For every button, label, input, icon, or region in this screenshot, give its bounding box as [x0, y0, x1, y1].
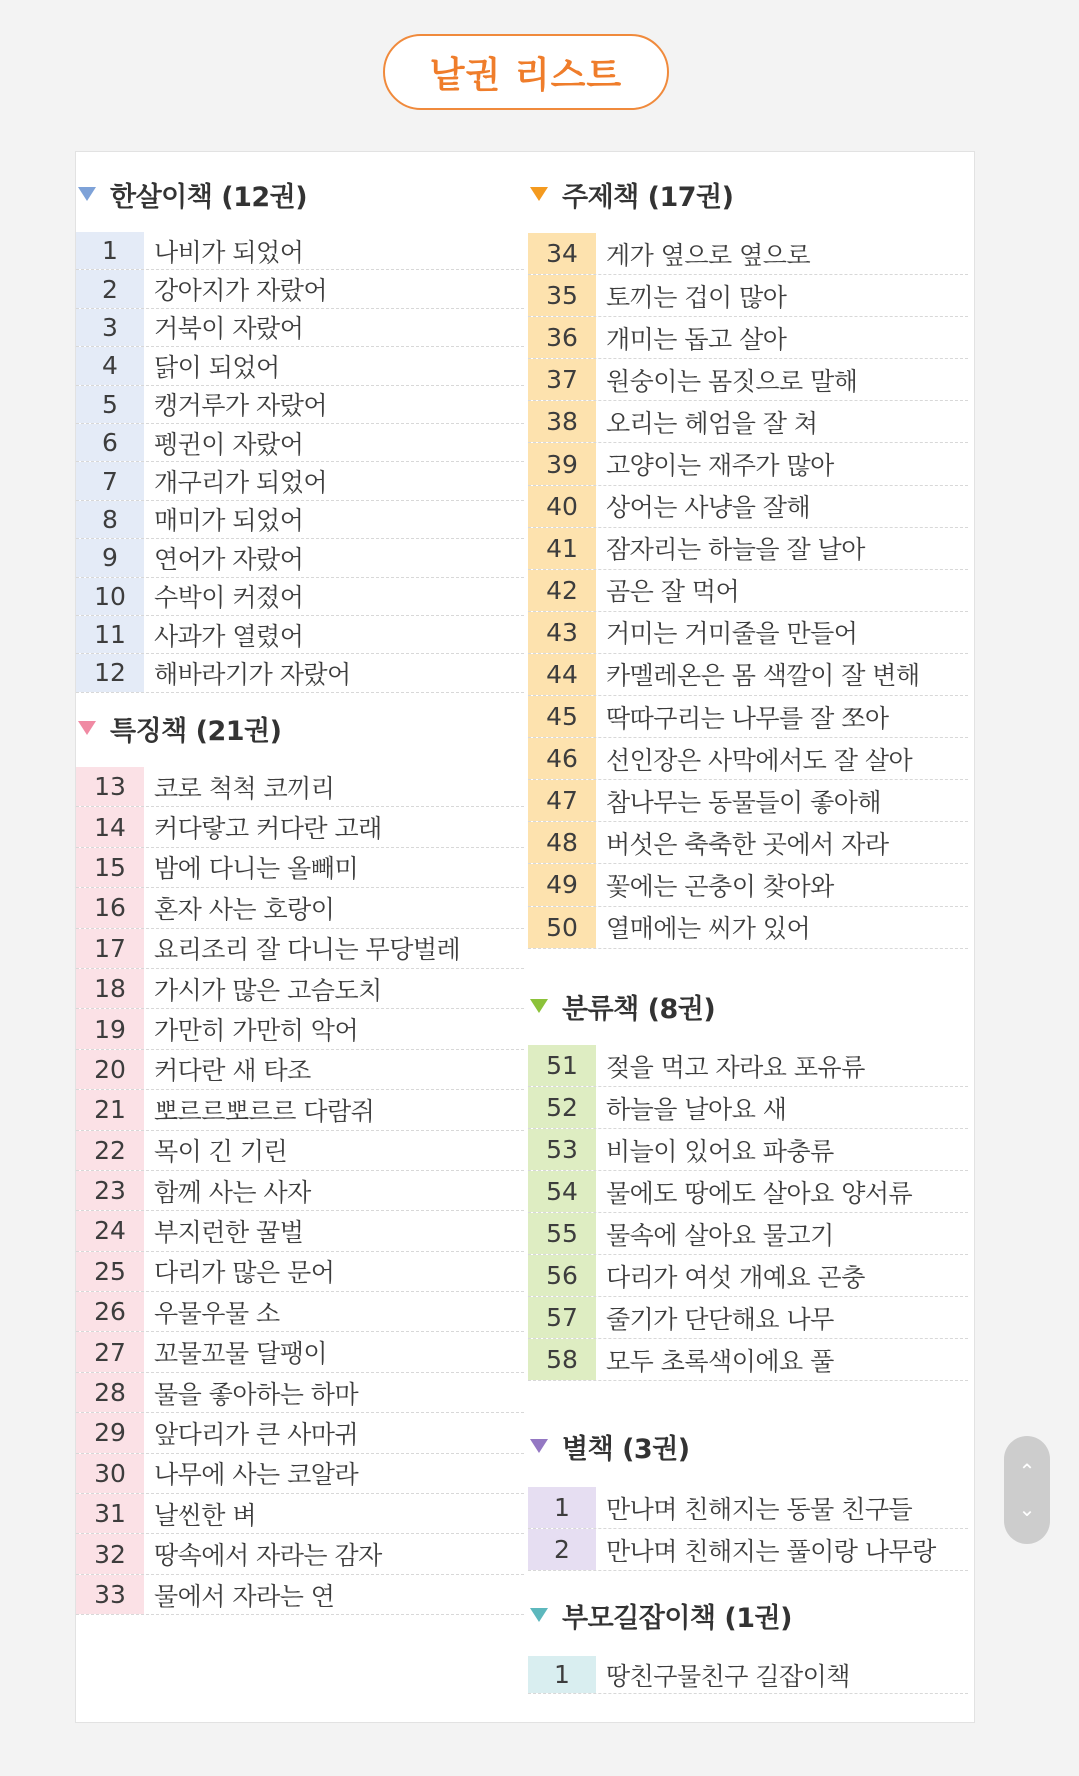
list-item [528, 401, 968, 443]
item-label: 꽃에는 곤충이 찾아와 [606, 871, 834, 901]
list-item [528, 907, 968, 949]
list-item [76, 424, 524, 462]
item-label: 거북이 자랐어 [154, 314, 304, 344]
item-number: 54 [528, 1171, 596, 1212]
item-number: 2 [76, 270, 144, 307]
triangle-down-icon [530, 1608, 548, 1622]
item-label: 카멜레온은 몸 색깔이 잘 변해 [606, 661, 920, 691]
item-number: 46 [528, 738, 596, 779]
item-label: 물속에 살아요 물고기 [606, 1220, 834, 1250]
item-label: 땅속에서 자라는 감자 [154, 1541, 382, 1571]
list-item [528, 612, 968, 654]
list-item [528, 822, 968, 864]
section-header [528, 1424, 690, 1468]
item-number: 50 [528, 907, 596, 948]
item-label: 매미가 되었어 [154, 506, 304, 536]
item-label: 줄기가 단단해요 나무 [606, 1304, 834, 1334]
list-item [76, 654, 524, 692]
item-label: 젖을 먹고 자라요 포유류 [606, 1052, 865, 1082]
page-title: 낱권 리스트 [383, 34, 669, 110]
item-number: 53 [528, 1129, 596, 1170]
item-label: 우물우물 소 [154, 1298, 280, 1328]
item-number: 3 [76, 309, 144, 346]
list-item [76, 1211, 524, 1251]
item-label: 물을 좋아하는 하마 [154, 1379, 359, 1409]
list-item [528, 1045, 968, 1087]
item-number: 39 [528, 443, 596, 484]
item-label: 앞다리가 큰 사마귀 [154, 1419, 359, 1449]
item-number: 51 [528, 1045, 596, 1086]
item-label: 부지런한 꿀벌 [154, 1217, 304, 1247]
list-item [76, 807, 524, 847]
item-number: 13 [76, 767, 144, 806]
item-number: 18 [76, 969, 144, 1008]
list-item [528, 738, 968, 780]
chevron-down-icon[interactable]: ⌄ [1018, 1497, 1036, 1521]
item-number: 36 [528, 317, 596, 358]
list-item [76, 1009, 524, 1049]
item-number: 4 [76, 347, 144, 384]
item-number: 8 [76, 501, 144, 538]
item-label: 혼자 사는 호랑이 [154, 894, 335, 924]
list-item [528, 528, 968, 570]
item-number: 26 [76, 1292, 144, 1331]
item-label: 닭이 되었어 [154, 352, 280, 382]
item-number: 29 [76, 1413, 144, 1452]
item-number: 14 [76, 807, 144, 846]
list-item [528, 359, 968, 401]
item-label: 열매에는 씨가 있어 [606, 914, 811, 944]
section-header [76, 172, 307, 216]
item-label: 오리는 헤엄을 잘 쳐 [606, 408, 818, 438]
list-item [76, 347, 524, 385]
item-number: 32 [76, 1534, 144, 1573]
list-item [528, 1529, 968, 1571]
item-number: 40 [528, 486, 596, 527]
list-item [528, 864, 968, 906]
section-title: 부모길잡이책 (1권) [562, 1602, 792, 1634]
item-number: 19 [76, 1009, 144, 1048]
list-item [528, 1656, 968, 1694]
item-number: 2 [528, 1529, 596, 1570]
item-number: 27 [76, 1332, 144, 1371]
item-number: 49 [528, 864, 596, 905]
item-label: 캥거루가 자랐어 [154, 391, 327, 421]
item-number: 11 [76, 616, 144, 653]
list-item [76, 501, 524, 539]
list-item [528, 654, 968, 696]
list-item [528, 1129, 968, 1171]
list-item [76, 1252, 524, 1292]
list-item [528, 570, 968, 612]
list-item [76, 1292, 524, 1332]
list-item [528, 1255, 968, 1297]
item-label: 물에서 자라는 연 [154, 1581, 335, 1611]
list-item [528, 1171, 968, 1213]
list-item [76, 1090, 524, 1130]
section-header [528, 1593, 792, 1637]
item-number: 47 [528, 780, 596, 821]
list-item [528, 1297, 968, 1339]
item-number: 16 [76, 888, 144, 927]
list-item [76, 1454, 524, 1494]
item-label: 하늘을 날아요 새 [606, 1094, 787, 1124]
list-item [528, 317, 968, 359]
item-number: 34 [528, 233, 596, 274]
list-item [76, 1575, 524, 1615]
list-item [76, 386, 524, 424]
triangle-down-icon [78, 187, 96, 201]
triangle-down-icon [530, 187, 548, 201]
item-number: 9 [76, 539, 144, 576]
item-label: 잠자리는 하늘을 잘 날아 [606, 535, 865, 565]
item-label: 밤에 다니는 올빼미 [154, 854, 359, 884]
item-label: 꼬물꼬물 달팽이 [154, 1339, 327, 1369]
item-number: 22 [76, 1131, 144, 1170]
item-number: 17 [76, 929, 144, 968]
item-label: 가시가 많은 고슴도치 [154, 975, 382, 1005]
section-title: 별책 (3권) [562, 1433, 690, 1465]
item-number: 1 [528, 1487, 596, 1528]
section-title: 분류책 (8권) [562, 993, 716, 1025]
item-number: 6 [76, 424, 144, 461]
item-number: 45 [528, 696, 596, 737]
item-label: 개구리가 되었어 [154, 468, 327, 498]
item-label: 해바라기가 자랐어 [154, 659, 351, 689]
item-number: 5 [76, 386, 144, 423]
item-number: 1 [76, 232, 144, 269]
item-label: 모두 초록색이에요 풀 [606, 1346, 834, 1376]
item-number: 10 [76, 578, 144, 615]
item-label: 물에도 땅에도 살아요 양서류 [606, 1178, 913, 1208]
item-number: 20 [76, 1050, 144, 1089]
item-number: 37 [528, 359, 596, 400]
list-item [76, 1171, 524, 1211]
item-label: 펭귄이 자랐어 [154, 429, 304, 459]
item-label: 선인장은 사막에서도 잘 살아 [606, 745, 913, 775]
list-item [76, 767, 524, 807]
item-number: 38 [528, 401, 596, 442]
list-item [76, 848, 524, 888]
item-label: 땅친구물친구 길잡이책 [606, 1661, 850, 1691]
item-label: 만나며 친해지는 풀이랑 나무랑 [606, 1536, 936, 1566]
item-label: 다리가 많은 문어 [154, 1258, 335, 1288]
item-number: 21 [76, 1090, 144, 1129]
list-item [528, 780, 968, 822]
list-item [528, 233, 968, 275]
item-number: 24 [76, 1211, 144, 1250]
item-label: 상어는 사냥을 잘해 [606, 493, 811, 523]
book-list [76, 232, 524, 693]
item-number: 42 [528, 570, 596, 611]
list-item [76, 969, 524, 1009]
list-item [76, 929, 524, 969]
item-label: 커다랗고 커다란 고래 [154, 814, 382, 844]
triangle-down-icon [78, 721, 96, 735]
list-item [76, 1050, 524, 1090]
list-item [528, 443, 968, 485]
list-item [528, 1487, 968, 1529]
item-label: 거미는 거미줄을 만들어 [606, 619, 858, 649]
item-label: 뽀르르뽀르르 다람쥐 [154, 1096, 375, 1126]
item-number: 7 [76, 462, 144, 499]
item-number: 31 [76, 1494, 144, 1533]
item-number: 1 [528, 1656, 596, 1693]
item-label: 함께 사는 사자 [154, 1177, 311, 1207]
book-list [528, 233, 968, 949]
item-label: 개미는 돕고 살아 [606, 324, 787, 354]
item-number: 30 [76, 1454, 144, 1493]
triangle-down-icon [530, 1439, 548, 1453]
item-label: 커다란 새 타조 [154, 1056, 311, 1086]
item-label: 가만히 가만히 악어 [154, 1016, 359, 1046]
item-number: 41 [528, 528, 596, 569]
list-item [528, 1213, 968, 1255]
list-item [76, 1332, 524, 1372]
book-list-card [75, 151, 975, 1723]
book-list [76, 767, 524, 1615]
section-title: 주제책 (17권) [562, 181, 734, 213]
list-item [76, 539, 524, 577]
item-number: 52 [528, 1087, 596, 1128]
list-item [76, 232, 524, 270]
item-number: 44 [528, 654, 596, 695]
item-number: 56 [528, 1255, 596, 1296]
item-label: 딱따구리는 나무를 잘 쪼아 [606, 703, 889, 733]
item-label: 강아지가 자랐어 [154, 276, 327, 306]
item-number: 57 [528, 1297, 596, 1338]
list-item [76, 309, 524, 347]
item-label: 참나무는 동물들이 좋아해 [606, 787, 882, 817]
item-label: 비늘이 있어요 파충류 [606, 1136, 834, 1166]
item-label: 사과가 열렸어 [154, 621, 304, 651]
item-label: 나무에 사는 코알라 [154, 1460, 359, 1490]
section-title: 특징책 (21권) [110, 715, 282, 747]
item-label: 고양이는 재주가 많아 [606, 451, 834, 481]
item-label: 요리조리 잘 다니는 무당벌레 [154, 935, 461, 965]
section-header [76, 706, 281, 750]
list-item [76, 616, 524, 654]
item-number: 35 [528, 275, 596, 316]
book-list [528, 1487, 968, 1571]
chevron-up-icon[interactable]: ⌃ [1018, 1459, 1036, 1483]
list-item [528, 275, 968, 317]
item-label: 수박이 커졌어 [154, 583, 304, 613]
item-label: 나비가 되었어 [154, 237, 304, 267]
item-number: 15 [76, 848, 144, 887]
list-item [76, 1534, 524, 1574]
list-item [76, 1373, 524, 1413]
list-item [528, 696, 968, 738]
item-number: 23 [76, 1171, 144, 1210]
section-title: 한살이책 (12권) [110, 181, 308, 213]
item-label: 날씬한 벼 [154, 1500, 257, 1530]
item-label: 토끼는 겁이 많아 [606, 282, 787, 312]
list-item [76, 1494, 524, 1534]
item-number: 33 [76, 1575, 144, 1614]
item-number: 43 [528, 612, 596, 653]
item-number: 48 [528, 822, 596, 863]
item-number: 28 [76, 1373, 144, 1412]
list-item [76, 270, 524, 308]
book-list [528, 1656, 968, 1694]
item-label: 원숭이는 몸짓으로 말해 [606, 366, 858, 396]
scroll-widget[interactable] [1004, 1436, 1050, 1544]
item-label: 코로 척척 코끼리 [154, 773, 335, 803]
list-item [528, 486, 968, 528]
item-label: 다리가 여섯 개예요 곤충 [606, 1262, 865, 1292]
section-header [528, 984, 715, 1028]
item-number: 58 [528, 1339, 596, 1380]
item-label: 만나며 친해지는 동물 친구들 [606, 1494, 913, 1524]
list-item [528, 1339, 968, 1381]
item-number: 25 [76, 1252, 144, 1291]
item-label: 연어가 자랐어 [154, 544, 304, 574]
list-item [76, 578, 524, 616]
list-item [76, 888, 524, 928]
triangle-down-icon [530, 999, 548, 1013]
item-label: 버섯은 축축한 곳에서 자라 [606, 829, 889, 859]
item-label: 목이 긴 기린 [154, 1137, 288, 1167]
item-number: 12 [76, 654, 144, 691]
list-item [76, 1131, 524, 1171]
item-label: 곰은 잘 먹어 [606, 577, 740, 607]
book-list [528, 1045, 968, 1381]
list-item [76, 462, 524, 500]
list-item [76, 1413, 524, 1453]
item-label: 게가 옆으로 옆으로 [606, 240, 811, 270]
item-number: 55 [528, 1213, 596, 1254]
section-header [528, 172, 733, 216]
list-item [528, 1087, 968, 1129]
